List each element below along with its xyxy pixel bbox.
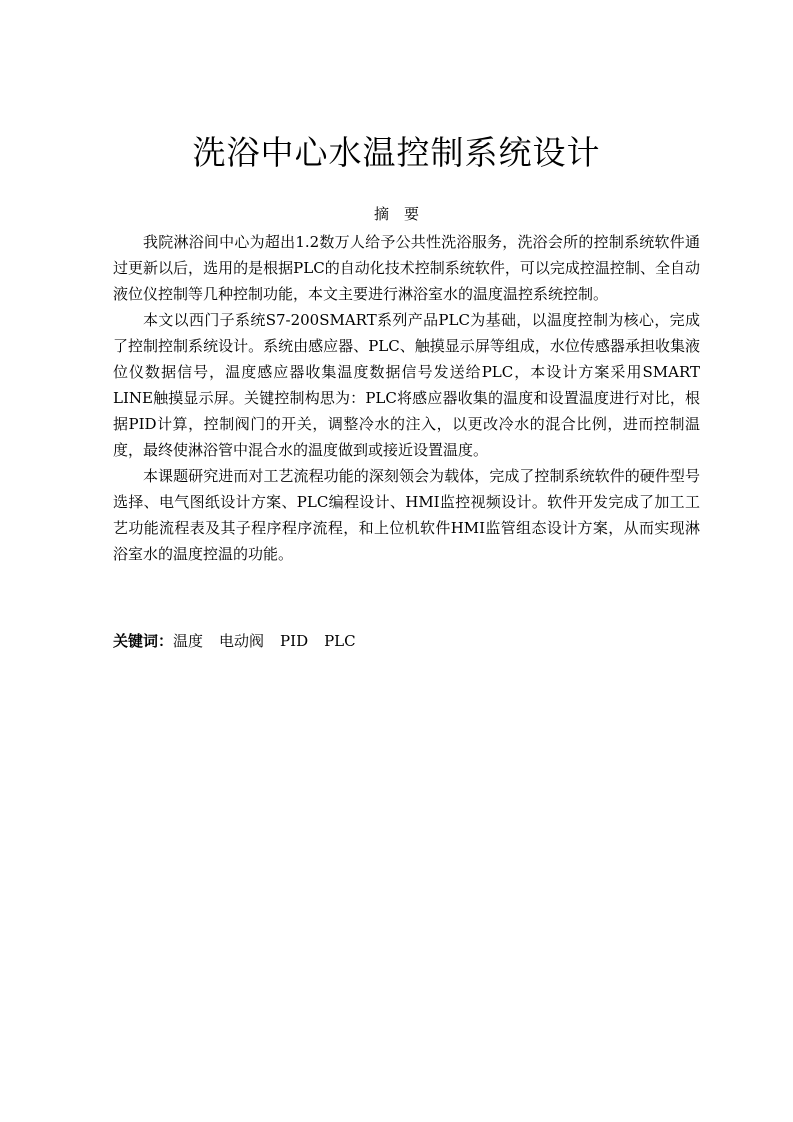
keyword-item: PID — [280, 632, 309, 650]
abstract-body — [113, 229, 700, 567]
abstract-paragraph-3: 本课题研究进而对工艺流程功能的深刻领会为载体，完成了控制系统软件的硬件型号选择、电气图纸设计方案、PLC编程设计、HMI监控视频设计。软件开发完成了加工工艺功能流程表及其子程序程序流程，和上位机软件HMI监管组态设计方案，从而实现淋浴室水的温度控温的功能。 — [113, 467, 700, 563]
keyword-item: 电动阀 — [219, 632, 265, 650]
abstract-heading: 摘 要 — [373, 205, 419, 223]
keyword-item: PLC — [324, 632, 356, 650]
keyword-item: 温度 — [173, 632, 204, 650]
document-title: 洗浴中心水温控制系统设计 — [192, 133, 601, 172]
abstract-paragraph-1: 我院淋浴间中心为超出1.2数万人给予公共性洗浴服务，洗浴会所的控制系统软件通过更新以后，选用的是根据PLC的自动化技术控制系统软件，可以完成控温控制、全自动液位仪控制等几种控制功能，本文主要进行淋浴室水的温度温控系统控制。 — [113, 233, 700, 303]
keywords-line — [113, 630, 700, 652]
keywords-label: 关键词： — [113, 632, 174, 650]
abstract-paragraph-2: 本文以西门子系统S7-200SMART系列产品PLC为基础，以温度控制为核心，完成了控制控制系统设计。系统由感应器、PLC、触摸显示屏等组成，水位传感器承担收集液位仪数据信号，温度感应器收集温度数据信号发送给PLC，本设计方案采用SMART LINE触摸显示屏。关键控制构思为：PLC将感应器收集的温度和设置温度进行对比，根据PID计算，控制阀门的开关，调整冷水的注入，以更改冷水的混合比例，进而控制温度，最终使淋浴管中混合水的温度做到或接近设置温度。 — [113, 311, 700, 459]
